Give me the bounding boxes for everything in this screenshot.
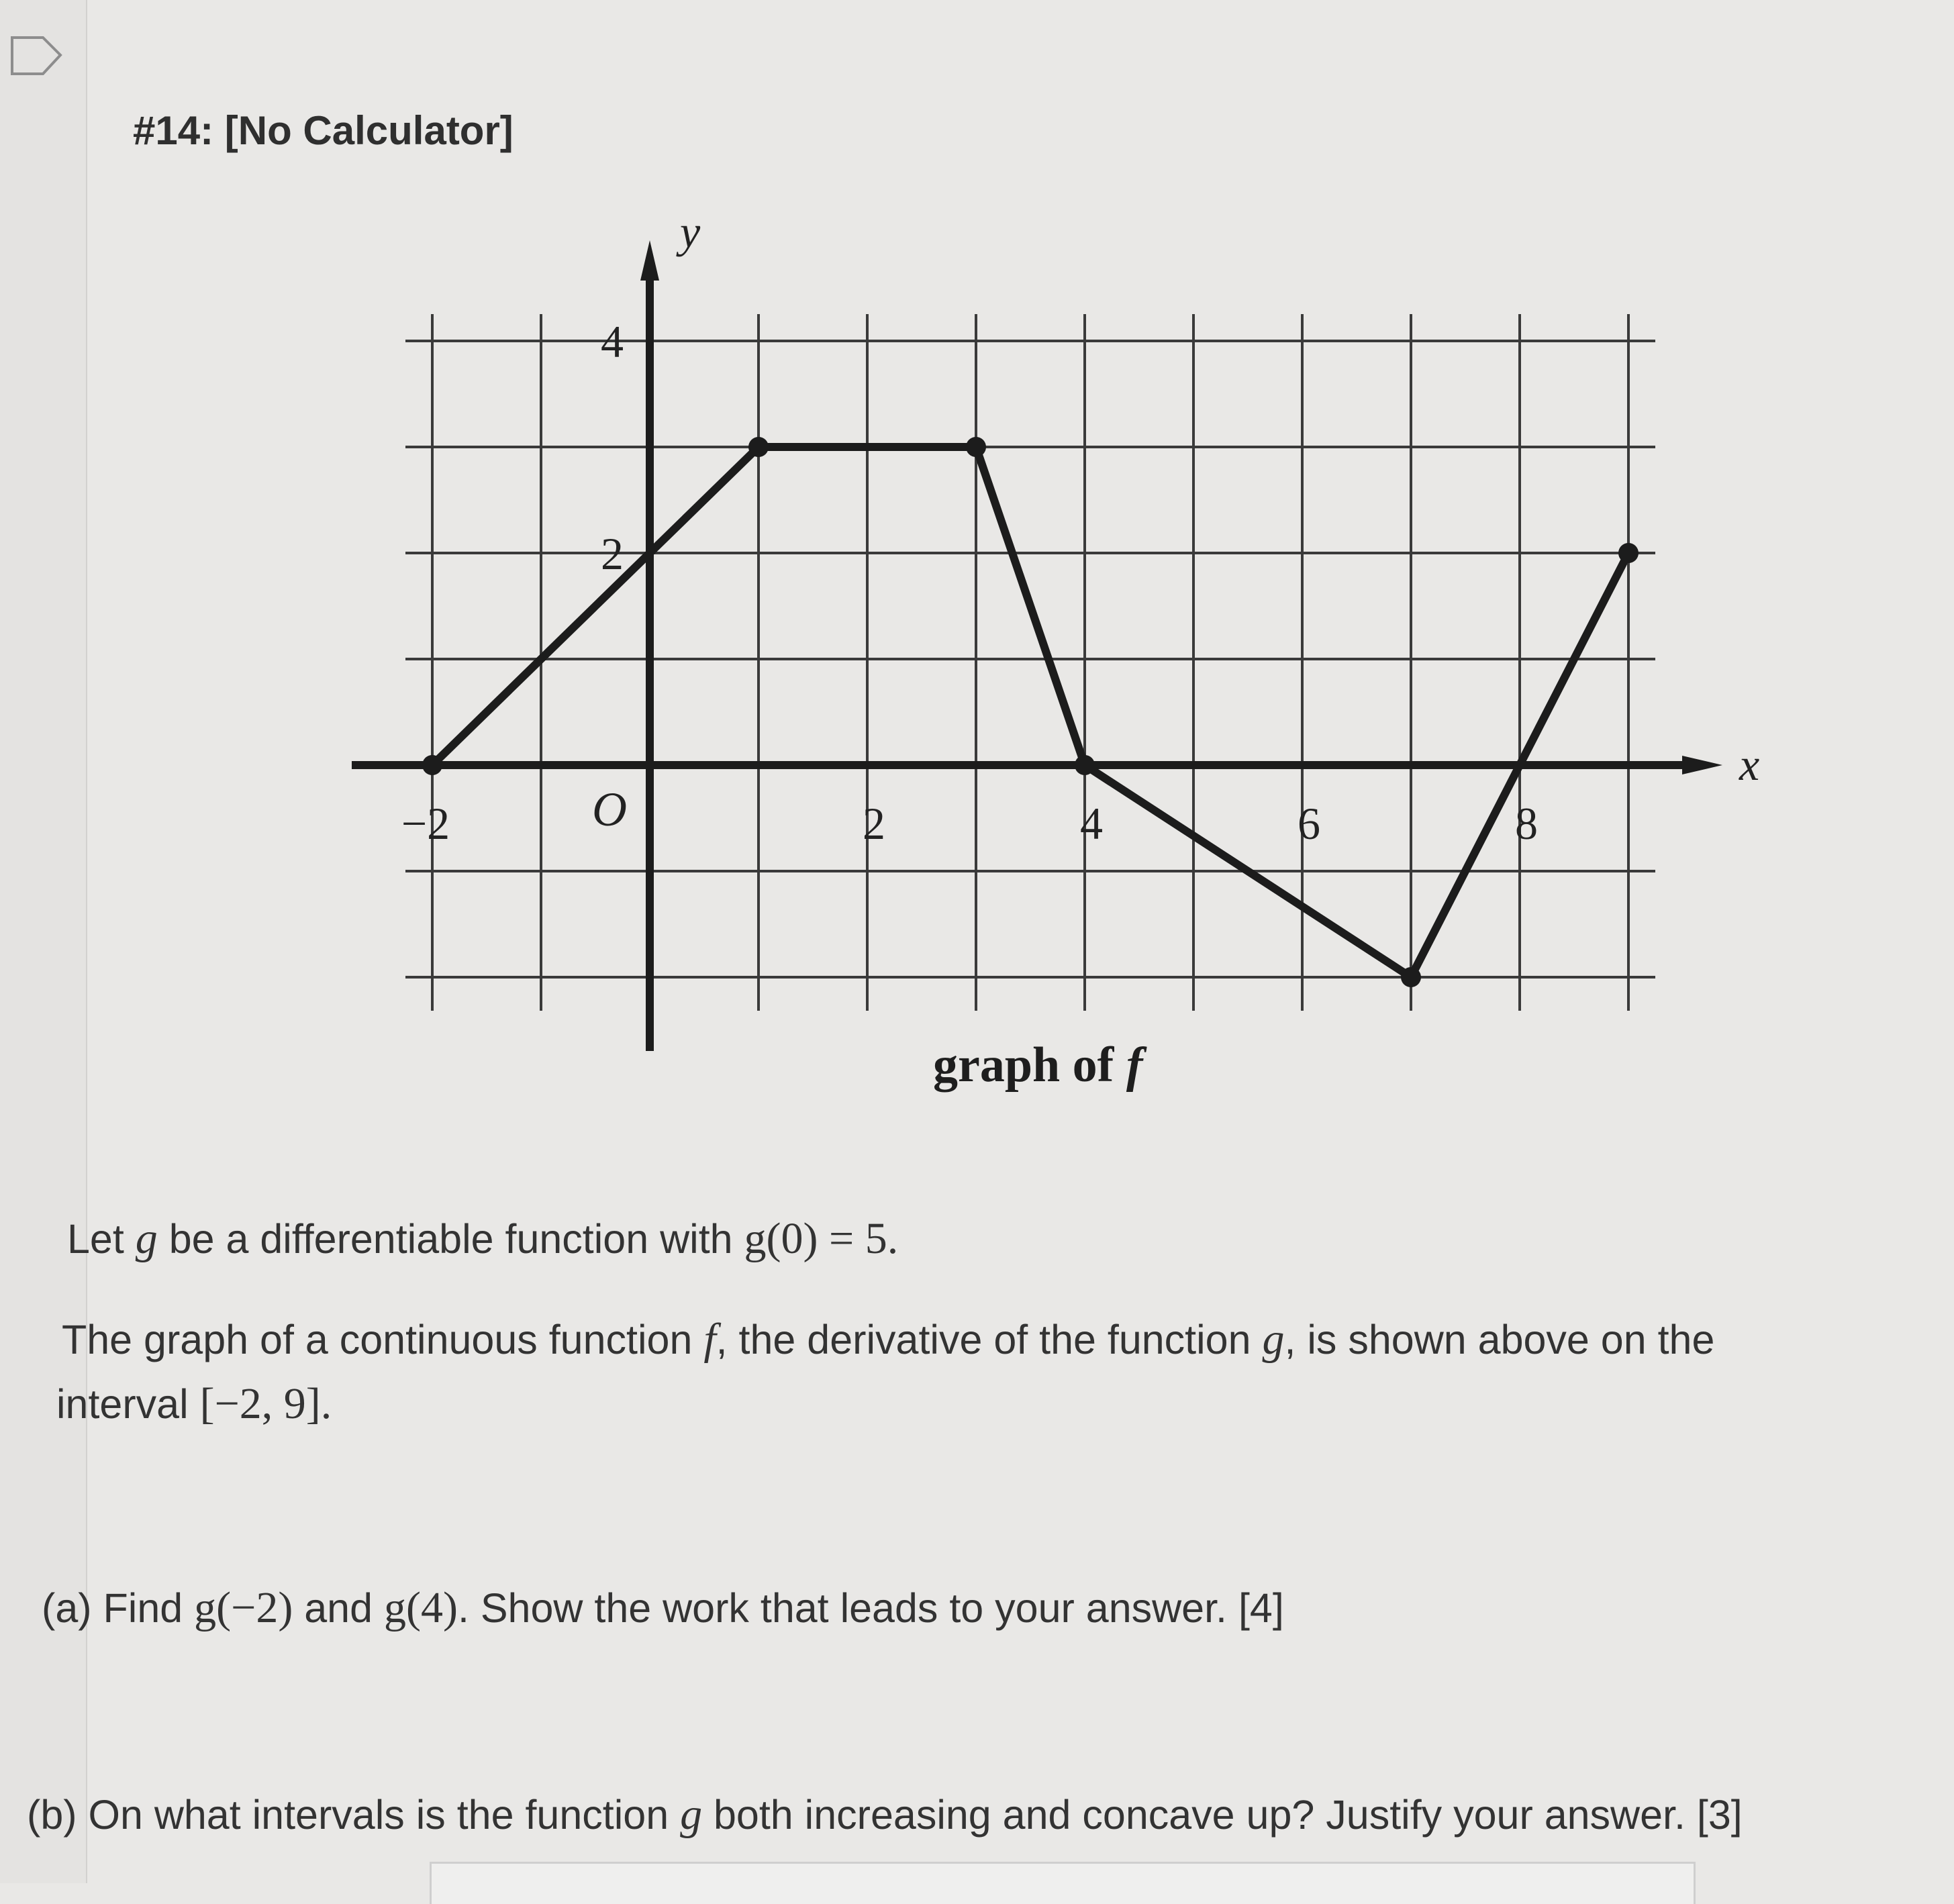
description-text: The graph of a continuous function [62,1317,704,1362]
var-g: g [135,1214,158,1263]
description-text: , is shown above on the [1284,1317,1715,1362]
graph-caption [933,1037,1142,1094]
grid-lines [405,314,1655,1011]
y-tick-label: 4 [601,316,624,367]
x-tick-label: 8 [1515,798,1538,849]
data-point [1075,755,1095,775]
data-point [422,755,442,775]
intro-text: Let [67,1216,136,1262]
data-point [1401,967,1421,987]
series-line-f [432,447,1628,977]
var-g: g [680,1790,703,1839]
x-tick-label: 4 [1080,798,1103,849]
function-graph [422,437,1639,987]
data-point [1618,543,1639,563]
part-a-text: and [293,1585,384,1631]
x-axis-arrow [1682,756,1722,774]
part-a [42,1583,1284,1634]
y-axis-label: y [680,206,701,257]
var-g: g [1262,1315,1285,1364]
description-text: interval [56,1381,200,1427]
interval-math: [−2, 9]. [199,1379,332,1428]
description-line-2 [56,1379,332,1430]
part-b [27,1789,1743,1840]
description-line-1 [62,1314,1714,1365]
flag-icon[interactable] [9,35,63,78]
x-axis-label: x [1739,739,1760,790]
intro-line [67,1213,898,1264]
part-b-text: On what intervals is the function [77,1792,681,1838]
part-a-label: (a) [42,1585,92,1631]
data-point [748,437,769,457]
graph-caption-prefix: graph of [933,1038,1114,1093]
part-a-math: g(4) [383,1583,458,1632]
initial-condition-math: g(0) = 5. [744,1214,899,1263]
x-tick-label: 2 [863,798,885,849]
graph-figure [336,206,1760,1128]
part-a-text: . Show the work that leads to your answer. [4] [457,1585,1284,1631]
answer-input-box[interactable] [430,1862,1696,1904]
data-point [966,437,986,457]
question-title: #14: [No Calculator] [133,108,514,153]
part-a-text: Find [91,1585,195,1631]
part-b-label: (b) [27,1792,77,1838]
origin-label: O [592,783,627,836]
part-b-text: both increasing and concave up? Justify your answer. [3] [702,1792,1743,1838]
x-tick-label: −2 [401,798,450,849]
y-axis-arrow [640,240,659,281]
graph-caption-function: f [1126,1038,1143,1093]
description-text: , the derivative of the function [716,1317,1263,1362]
part-a-math: g(−2) [194,1583,293,1632]
y-tick-label: 2 [601,528,624,579]
x-tick-label: 6 [1298,798,1320,849]
var-f: f [703,1315,716,1364]
intro-text: be a differentiable function with [157,1216,744,1262]
